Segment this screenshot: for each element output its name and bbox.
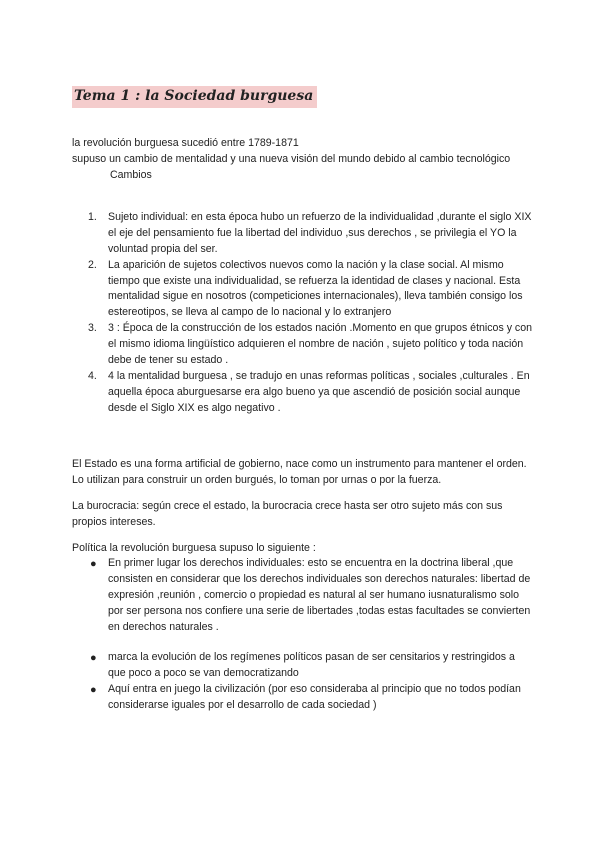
list-number: 2. <box>88 258 97 271</box>
list-number: 4. <box>88 369 97 382</box>
politica-list <box>72 556 532 713</box>
list-text: En primer lugar los derechos individuales: esto se encuentra en la doctrina liberal ,que consisten en considerar que los derechos individuales son derechos naturales: libertad de expresión ,reunión , comercio o propiedad es natural al ser humano iusnaturalismo solo por ser persona nos confiere una serie de libertades ,todas estas facultades se convierten en derechos naturales . <box>108 557 531 634</box>
page-title: Tema 1 : la Sociedad burguesa <box>72 86 317 108</box>
cambios-heading: Cambios <box>110 168 152 181</box>
list-item <box>72 650 532 682</box>
cambios-list <box>72 210 532 417</box>
burocracia-paragraph: La burocracia: según crece el estado, la burocracia crece hasta ser otro sujeto más con sus propios intereses. <box>72 499 503 528</box>
estado-paragraph: El Estado es una forma artificial de gobierno, nace como un instrumento para mantener el orden. Lo utilizan para construir un orden burgués, lo toman por urnas o por la fuerza. <box>72 458 527 486</box>
list-text: Sujeto individual: en esta época hubo un refuerzo de la individualidad ,durante el siglo XIX el eje del pensamiento fue la libertad del individuo ,sus derechos , se privilegia el YO la voluntad propia del ser. <box>108 211 532 255</box>
politica-heading: Política la revolución burguesa supuso lo siguiente : <box>72 541 316 554</box>
intro-line-change: supuso un cambio de mentalidad y una nueva visión del mundo debido al cambio tecnológico <box>72 152 511 165</box>
list-text: marca la evolución de los regímenes políticos pasan de ser censitarios y restringidos a que poco a poco se van democratizando <box>108 650 515 679</box>
estado-section <box>72 457 532 713</box>
intro-line-dates: la revolución burguesa sucedió entre 1789-1871 <box>72 137 299 149</box>
cambios-list-section <box>72 210 532 417</box>
list-number: 1. <box>88 211 97 223</box>
list-text: Aquí entra en juego la civilización (por eso consideraba al principio que no todos podían considerarse iguales por el desarrollo de cada sociedad ) <box>108 682 521 711</box>
list-item <box>72 258 532 322</box>
bullet-icon: ● <box>90 683 97 696</box>
list-item <box>72 556 532 635</box>
list-number: 3. <box>88 322 97 335</box>
list-item <box>72 369 532 417</box>
list-item <box>72 321 532 369</box>
intro-section <box>72 136 532 184</box>
list-item <box>72 210 532 258</box>
list-item <box>72 682 532 714</box>
bullet-icon: ● <box>90 651 97 664</box>
list-text: 3 : Época de la construcción de los estados nación .Momento en que grupos étnicos y con el mismo idioma lingüístico adquieren el nombre de nación , sujeto político y toda nación debe de tener su estado . <box>108 322 533 367</box>
bullet-icon: ● <box>90 558 97 571</box>
list-text: 4 la mentalidad burguesa , se tradujo en unas reformas políticas , sociales ,culturales . En aquella época aburguesarse era algo bueno ya que ascendió de posición social aunque desde el Siglo XIX es algo negativo . <box>108 369 530 414</box>
list-text: La aparición de sujetos colectivos nuevos como la nación y la clase social. Al mismo tiempo que existe una individualidad, se refuerza la identidad de clases y nacional. Esta mentalidad sigue en nosotros (competiciones internacionales), lleva también consigo los estereotipos, se lleva al campo de lo nacional y lo extranjero <box>108 258 523 319</box>
